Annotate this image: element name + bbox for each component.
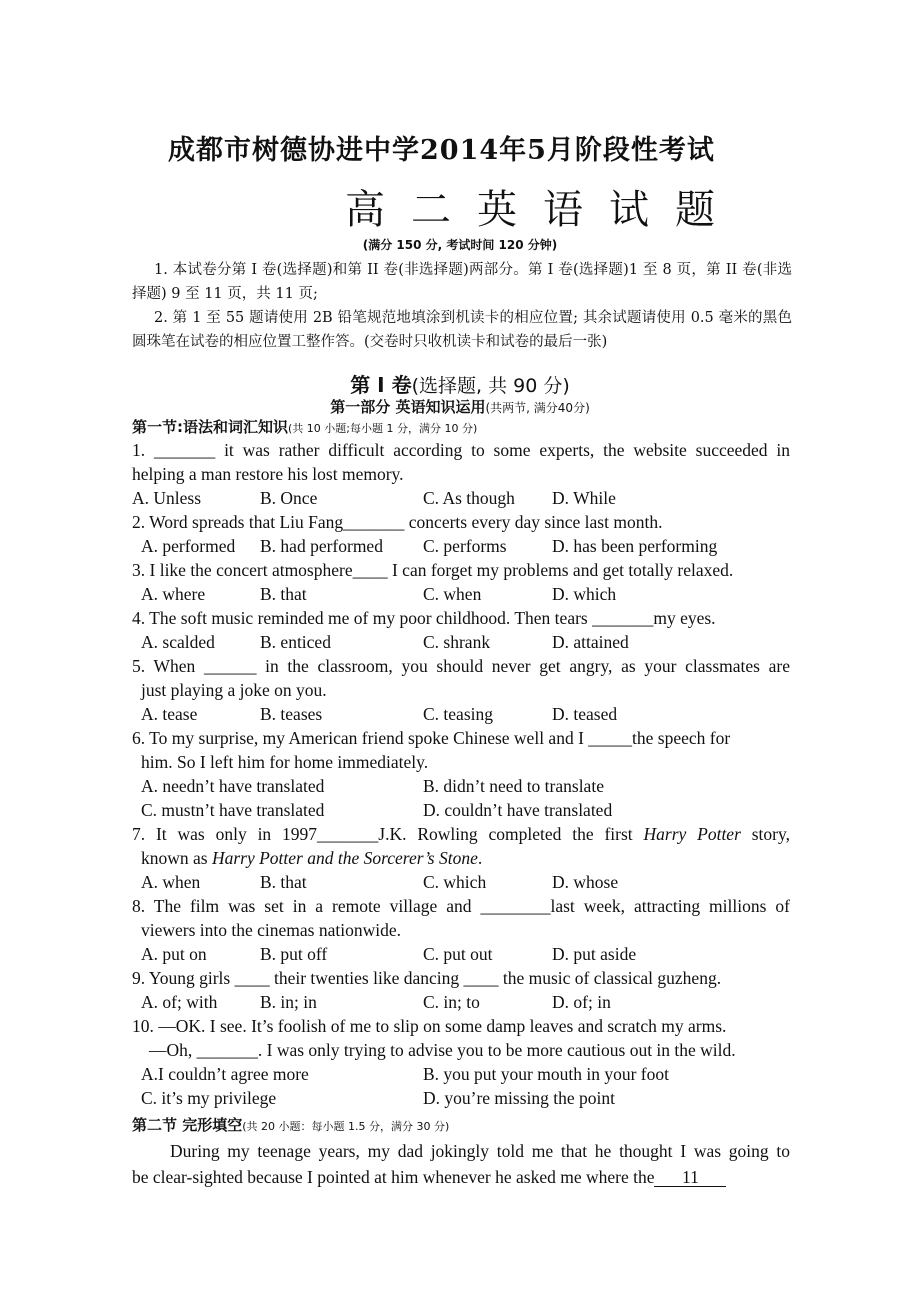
question-10-options-row-2 xyxy=(132,1086,790,1110)
subject-title: 高二英语试题 xyxy=(345,187,741,233)
question-7-options xyxy=(132,870,790,894)
instruction-2: 2. 第 1 至 55 题请使用 2B 铅笔规范地填涂到机读卡的相应位置; 其余试题请使用 0.5 毫米的黑色圆珠笔在试卷的相应位置工整作答。(交卷时只收机读卡和试卷的最后一张) xyxy=(132,310,792,350)
q7-book-italic: Harry Potter and the Sorcerer’s Stone xyxy=(211,848,478,868)
question-5-options xyxy=(132,702,790,726)
section2-title xyxy=(132,1114,449,1135)
question-6-line-1: 6. To my surprise, my American friend spoke Chinese well and I _____the speech for xyxy=(132,728,731,748)
q7-option-b[interactable]: B. that xyxy=(260,872,307,892)
question-6-options-row-1 xyxy=(132,774,790,798)
question-7-line-2 xyxy=(132,846,790,870)
q9-option-c[interactable]: C. in; to xyxy=(423,992,480,1012)
q10-option-c[interactable]: C. it’s my privilege xyxy=(141,1088,277,1108)
q7-text-d: . xyxy=(477,848,483,868)
q9-option-d[interactable]: D. of; in xyxy=(552,992,611,1012)
q5-option-c[interactable]: C. teasing xyxy=(423,704,493,724)
part1-title-text: 第一部分 英语知识运用 xyxy=(330,398,486,416)
q6-option-c[interactable]: C. mustn’t have translated xyxy=(141,800,325,820)
question-4-options xyxy=(132,630,790,654)
q1-option-b[interactable]: B. Once xyxy=(260,488,318,508)
q7-title-italic: Harry Potter xyxy=(643,824,741,844)
volume-title xyxy=(0,369,920,398)
question-5-line-1: 5. When ______ in the classroom, you should never get angry, as your classmates are xyxy=(132,656,790,676)
q10-option-d[interactable]: D. you’re missing the point xyxy=(423,1088,615,1108)
q4-option-b[interactable]: B. enticed xyxy=(260,632,331,652)
q7-text-b: story, xyxy=(751,824,790,844)
q6-option-b[interactable]: B. didn’t need to translate xyxy=(423,776,604,796)
q10-option-b[interactable]: B. you put your mouth in your foot xyxy=(423,1064,669,1084)
q2-option-a[interactable]: A. performed xyxy=(141,536,236,556)
question-10-line-2: —Oh, _______. I was only trying to advise you to be more cautious out in the wild. xyxy=(149,1040,736,1060)
q9-option-a[interactable]: A. of; with xyxy=(141,992,218,1012)
question-3-line-1: 3. I like the concert atmosphere____ I can forget my problems and get totally relaxed. xyxy=(132,560,734,580)
question-1-options xyxy=(132,486,790,510)
instruction-1: 1. 本试卷分第 I 卷(选择题)和第 II 卷(非选择题)两部分。第 I 卷(选择题)1 至 8 页，第 II 卷(非选择题) 9 至 11 页，共 11 页; xyxy=(132,262,792,302)
questions xyxy=(132,438,790,1110)
question-6-options-row-2 xyxy=(132,798,790,822)
question-2-options xyxy=(132,534,790,558)
question-2-line-1: 2. Word spreads that Liu Fang_______ concerts every day since last month. xyxy=(132,512,663,532)
q3-option-a[interactable]: A. where xyxy=(141,584,206,604)
q9-option-b[interactable]: B. in; in xyxy=(260,992,317,1012)
question-8-line-2: viewers into the cinemas nationwide. xyxy=(141,920,401,940)
question-1-line-2: helping a man restore his lost memory. xyxy=(132,464,404,484)
q7-option-a[interactable]: A. when xyxy=(141,872,201,892)
passage-line-1: During my teenage years, my dad jokingly told me that he thought I was going to xyxy=(170,1141,790,1161)
q8-option-c[interactable]: C. put out xyxy=(423,944,493,964)
question-5-line-2: just playing a joke on you. xyxy=(141,680,327,700)
question-9-line-1: 9. Young girls ____ their twenties like dancing ____ the music of classical guzheng. xyxy=(132,968,722,988)
q3-option-c[interactable]: C. when xyxy=(423,584,482,604)
section2-title-text: 第二节 完形填空 xyxy=(132,1116,243,1134)
section2-note: (共 20 小题：每小题 1.5 分，满分 30 分) xyxy=(242,1120,450,1133)
school-title: 成都市树德协进中学2014年5月阶段性考试 xyxy=(168,135,715,166)
section1-note: (共 10 小题;每小题 1 分，满分 10 分) xyxy=(288,422,478,435)
section1-title-text: 第一节:语法和词汇知识 xyxy=(132,418,288,436)
question-3-options xyxy=(132,582,790,606)
q4-option-c[interactable]: C. shrank xyxy=(423,632,491,652)
question-10-options-row-1 xyxy=(132,1062,790,1086)
section1-title xyxy=(132,416,477,437)
q5-option-d[interactable]: D. teased xyxy=(552,704,618,724)
question-8-line-1: 8. The film was set in a remote village and ________last week, attracting millions of xyxy=(132,896,790,916)
q2-option-d[interactable]: D. has been performing xyxy=(552,536,718,556)
volume-title-bold: 第 I 卷 xyxy=(350,373,412,397)
q2-option-b[interactable]: B. had performed xyxy=(260,536,383,556)
question-1-line-1: 1. _______ it was rather difficult according to some experts, the website succeeded in xyxy=(132,440,790,460)
question-8-options xyxy=(132,942,790,966)
question-6-line-2: him. So I left him for home immediately. xyxy=(141,752,429,772)
q1-option-c[interactable]: C. As though xyxy=(423,488,515,508)
passage-line-2-text: be clear-sighted because I pointed at him whenever he asked me where the xyxy=(132,1167,655,1187)
question-10-line-1: 10. —OK. I see. It’s foolish of me to slip on some damp leaves and scratch my arms. xyxy=(132,1016,727,1036)
q4-option-a[interactable]: A. scalded xyxy=(141,632,215,652)
passage-line-2 xyxy=(132,1164,790,1190)
q3-option-b[interactable]: B. that xyxy=(260,584,307,604)
q7-option-d[interactable]: D. whose xyxy=(552,872,619,892)
q6-option-d[interactable]: D. couldn’t have translated xyxy=(423,800,613,820)
volume-title-rest: (选择题, 共 90 分) xyxy=(411,375,570,397)
part1-note: (共两节, 满分40分) xyxy=(485,401,590,415)
q8-option-d[interactable]: D. put aside xyxy=(552,944,637,964)
q2-option-c[interactable]: C. performs xyxy=(423,536,507,556)
q7-text-c: known as xyxy=(141,848,208,868)
cloze-passage xyxy=(132,1138,790,1190)
q6-option-a[interactable]: A. needn’t have translated xyxy=(141,776,325,796)
question-7-line-1 xyxy=(132,822,790,846)
q8-option-b[interactable]: B. put off xyxy=(260,944,328,964)
q5-option-a[interactable]: A. tease xyxy=(141,704,198,724)
exam-subtitle: (满分 150 分, 考试时间 120 分钟) xyxy=(362,238,558,252)
q1-option-a[interactable]: A. Unless xyxy=(132,488,202,508)
q4-option-d[interactable]: D. attained xyxy=(552,632,629,652)
q5-option-b[interactable]: B. teases xyxy=(260,704,323,724)
q7-text-a: 7. It was only in 1997_______J.K. Rowling completed the first xyxy=(132,824,633,844)
q3-option-d[interactable]: D. which xyxy=(552,584,617,604)
question-4-line-1: 4. The soft music reminded me of my poor childhood. Then tears _______my eyes. xyxy=(132,608,716,628)
question-9-options xyxy=(132,990,790,1014)
blank-11[interactable]: 11 xyxy=(654,1168,726,1187)
instructions xyxy=(132,258,792,354)
q10-option-a[interactable]: A.I couldn’t agree more xyxy=(141,1064,309,1084)
part1-title xyxy=(0,396,920,417)
q7-option-c[interactable]: C. which xyxy=(423,872,487,892)
q1-option-d[interactable]: D. While xyxy=(552,488,616,508)
q8-option-a[interactable]: A. put on xyxy=(141,944,207,964)
